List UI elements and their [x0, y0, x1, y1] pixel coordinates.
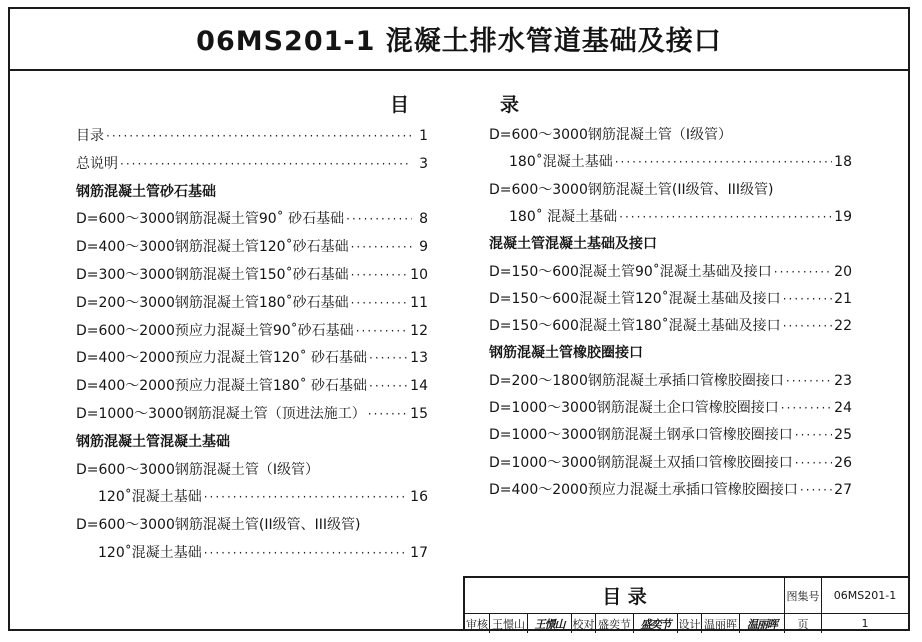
toc-entry-title: D=400～2000预应力混凝土管180˚ 砂石基础	[76, 378, 368, 395]
leader-dots	[774, 261, 832, 283]
document-title: 06MS201-1 混凝土排水管道基础及接口	[196, 25, 722, 57]
review-signature: 王憬山	[527, 614, 571, 633]
toc-heading-right: 录	[500, 94, 520, 116]
toc-entry-title: D=600～2000预应力混凝土管90˚砂石基础	[76, 322, 354, 339]
toc-entry	[76, 320, 428, 342]
review-name: 王憬山	[489, 614, 527, 633]
leader-dots	[783, 315, 832, 337]
toc-entry-title: D=600～3000钢筋混凝土管90˚ 砂石基础	[76, 211, 345, 228]
leader-dots	[369, 347, 408, 369]
toc-entry-title: D=200～1800钢筋混凝土承插口管橡胶圈接口	[489, 372, 784, 389]
toc-section-heading: 钢筋混凝土管橡胶圈接口	[489, 345, 643, 362]
leader-dots	[795, 452, 832, 474]
toc-entry-page: 16	[410, 489, 428, 506]
leader-dots	[120, 153, 412, 175]
leader-dots	[351, 292, 409, 314]
toc-entry-title: 120˚混凝土基础	[98, 545, 202, 561]
toc-entry-page: 8	[419, 211, 428, 228]
title-block-name: 目 录	[602, 586, 647, 608]
check-label: 校对	[571, 614, 595, 633]
design-name: 温丽晖	[701, 614, 739, 633]
toc-entry-page: 13	[410, 350, 428, 367]
toc-entry-title: D=400～2000预应力混凝土承插口管橡胶圈接口	[489, 481, 798, 498]
leader-dots	[783, 288, 832, 310]
toc-entry-title: D=1000～3000钢筋混凝土企口管橡胶圈接口	[489, 400, 779, 416]
toc-entry-page: 17	[410, 545, 428, 561]
toc-entry	[489, 370, 852, 392]
toc-entry	[76, 208, 428, 230]
toc-subheading: D=600～3000钢筋混凝土管（I级管）	[489, 127, 732, 143]
toc-entry-title: D=150～600混凝土管120˚混凝土基础及接口	[489, 290, 781, 307]
leader-dots	[351, 264, 409, 286]
leader-dots	[356, 320, 408, 342]
toc-entry	[489, 261, 852, 283]
toc-entry-page: 21	[834, 290, 852, 307]
toc-entry	[489, 288, 852, 310]
review-label: 审核	[466, 617, 488, 631]
leader-dots	[346, 208, 412, 230]
toc-entry-page: 20	[834, 263, 852, 280]
leader-dots	[204, 542, 408, 564]
toc-heading-left: 目	[390, 94, 410, 116]
toc-entry-title: D=1000～3000钢筋混凝土管（顶进法施工）	[76, 406, 366, 422]
toc-entry	[489, 315, 852, 337]
scan-edge-mark	[812, 633, 922, 642]
leader-dots	[368, 403, 408, 425]
check-signature: 盛奕节	[633, 614, 677, 633]
toc-entry-page: 19	[834, 208, 852, 225]
toc-entry-page: 24	[834, 400, 852, 416]
toc-entry-page: 23	[834, 372, 852, 389]
toc-entry-page: 27	[834, 481, 852, 498]
toc-entry	[76, 125, 428, 147]
toc-entry-title: 总说明	[76, 155, 118, 172]
leader-dots	[795, 424, 832, 446]
toc-entry-page: 18	[834, 154, 852, 171]
leader-dots	[351, 236, 412, 258]
toc-section-heading: 钢筋混凝土管混凝土基础	[76, 433, 230, 450]
toc-entry	[509, 151, 852, 173]
toc-entry-title: D=150～600混凝土管90˚混凝土基础及接口	[489, 263, 772, 280]
toc-entry-title: D=200～3000钢筋混凝土管180˚砂石基础	[76, 294, 349, 311]
leader-dots	[781, 397, 832, 419]
leader-dots	[786, 370, 832, 392]
toc-entry-page: 15	[410, 406, 428, 422]
toc-entry	[76, 292, 428, 314]
toc-subheading: D=600～3000钢筋混凝土管（I级管）	[76, 461, 319, 478]
leader-dots	[106, 125, 412, 147]
toc-entry-page: 14	[410, 378, 428, 395]
leader-dots	[615, 151, 832, 173]
toc-entry	[489, 479, 852, 501]
toc-entry	[509, 206, 852, 228]
toc-entry	[76, 403, 428, 425]
toc-entry-page: 10	[410, 267, 428, 283]
page-number: 1	[821, 614, 908, 633]
toc-entry	[98, 486, 428, 508]
toc-entry	[489, 452, 852, 474]
toc-entry-title: D=300～3000钢筋混凝土管150˚砂石基础	[76, 267, 349, 283]
toc-entry-title: D=1000～3000钢筋混凝土双插口管橡胶圈接口	[489, 454, 793, 471]
title-bar	[8, 7, 910, 71]
toc-entry	[76, 236, 428, 258]
toc-entry	[76, 153, 428, 175]
toc-entry-page: 26	[834, 454, 852, 471]
toc-entry-title: D=400～2000预应力混凝土管120˚ 砂石基础	[76, 350, 368, 367]
toc-entry-page: 12	[410, 322, 428, 339]
toc-entry	[76, 375, 428, 397]
check-name: 盛奕节	[595, 614, 633, 633]
title-block	[463, 576, 910, 631]
atlas-number: 06MS201-1	[821, 578, 908, 613]
toc-entry-title: 目录	[76, 128, 104, 144]
toc-entry-title: D=1000～3000钢筋混凝土钢承口管橡胶圈接口	[489, 427, 793, 444]
toc-entry-page: 11	[410, 294, 428, 311]
page-label: 页	[784, 614, 821, 633]
toc-entry	[489, 424, 852, 446]
toc-section-heading: 混凝土管混凝土基础及接口	[489, 236, 657, 253]
toc-entry-title: 120˚混凝土基础	[98, 489, 202, 506]
toc-entry-title: 180˚混凝土基础	[509, 154, 613, 171]
atlas-label: 图集号	[784, 578, 821, 613]
toc-entry-title: D=400～3000钢筋混凝土管120˚砂石基础	[76, 239, 349, 256]
toc-entry	[489, 397, 852, 419]
toc-entry-page: 9	[419, 239, 428, 256]
toc-entry-title: 180˚ 混凝土基础	[509, 208, 618, 225]
leader-dots	[800, 479, 832, 501]
design-signature: 温丽晖	[739, 614, 784, 633]
toc-entry-page: 3	[419, 155, 428, 172]
toc-entry	[76, 264, 428, 286]
toc-subheading: D=600～3000钢筋混凝土管(II级管、III级管)	[76, 517, 361, 534]
toc-entry-page: 22	[834, 318, 852, 335]
toc-entry-page: 1	[419, 128, 428, 144]
design-label: 设计	[677, 614, 701, 633]
toc-section-heading: 钢筋混凝土管砂石基础	[76, 183, 216, 200]
leader-dots	[619, 206, 832, 228]
leader-dots	[204, 486, 408, 508]
toc-subheading: D=600～3000钢筋混凝土管(II级管、III级管)	[489, 181, 774, 198]
toc-entry	[76, 347, 428, 369]
toc-entry-title: D=150～600混凝土管180˚混凝土基础及接口	[489, 318, 781, 335]
toc-entry-page: 25	[834, 427, 852, 444]
leader-dots	[369, 375, 408, 397]
toc-entry	[98, 542, 428, 564]
